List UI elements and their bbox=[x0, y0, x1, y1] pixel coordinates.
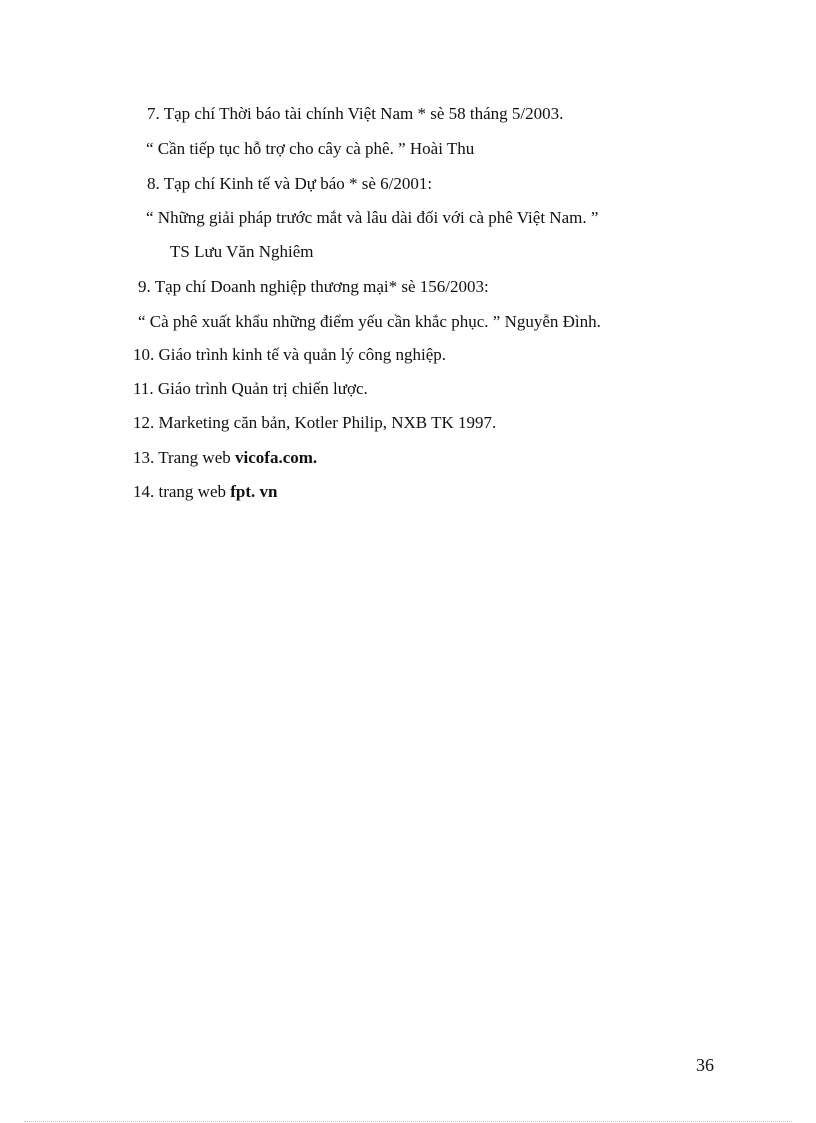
reference-13-prefix: 13. Trang web bbox=[133, 448, 236, 467]
reference-12: 12. Marketing căn bản, Kotler Philip, NXB TK 1997. bbox=[133, 413, 497, 432]
reference-8: 8. Tạp chí Kinh tế và Dự báo * sè 6/2001: bbox=[147, 174, 433, 193]
reference-8-title: “ Những giải pháp trước mắt và lâu dài đối với cà phê Việt Nam. ” bbox=[146, 208, 599, 227]
reference-14-prefix: 14. trang web bbox=[133, 482, 231, 501]
reference-9-title: “ Cà phê xuất khẩu những điểm yếu cần khắc phục. ” Nguyễn Đình. bbox=[138, 312, 601, 331]
reference-14-site: fpt. vn bbox=[230, 482, 278, 501]
page-number: 36 bbox=[696, 1055, 714, 1075]
reference-11: 11. Giáo trình Quản trị chiến lược. bbox=[133, 379, 368, 398]
reference-10: 10. Giáo trình kinh tế và quản lý công nghiệp. bbox=[133, 345, 447, 364]
reference-13 bbox=[133, 448, 317, 468]
page-bottom-divider bbox=[24, 1121, 792, 1122]
reference-14 bbox=[133, 482, 278, 502]
reference-9: 9. Tạp chí Doanh nghiệp thương mại* sè 156/2003: bbox=[138, 277, 489, 296]
reference-8-author: TS Lưu Văn Nghiêm bbox=[170, 242, 314, 261]
reference-13-site: vicofa.com. bbox=[235, 448, 318, 467]
reference-7-title: “ Cần tiếp tục hỗ trợ cho cây cà phê. ” Hoài Thu bbox=[146, 139, 475, 158]
reference-7: 7. Tạp chí Thời báo tài chính Việt Nam * sè 58 tháng 5/2003. bbox=[147, 104, 564, 123]
